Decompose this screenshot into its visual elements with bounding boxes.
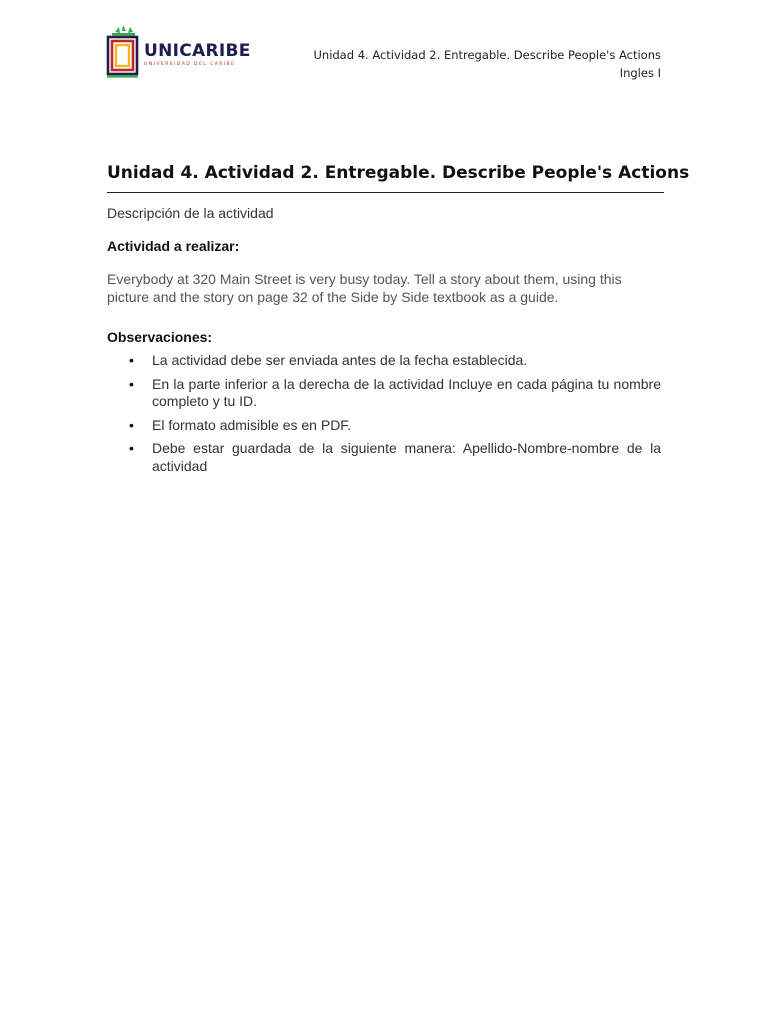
bullet-icon: •: [129, 352, 134, 368]
list-item-text: La actividad debe ser enviada antes de la fecha establecida.: [152, 352, 528, 368]
page-header-info: [313, 46, 661, 82]
observations-heading: Observaciones:: [107, 329, 213, 345]
activity-text: Everybody at 320 Main Street is very busy today. Tell a story about them, using this picture and the story on page 32 of the Side by Side textbook as a guide.: [107, 271, 622, 305]
list-item: [107, 376, 661, 411]
logo-tagline: UNIVERSIDAD DEL CARIBE: [144, 62, 236, 67]
list-item-text: El formato admisible es en PDF.: [152, 416, 352, 433]
activity-heading: Actividad a realizar:: [107, 238, 240, 254]
bullet-icon: •: [129, 440, 134, 456]
document-title: Unidad 4. Actividad 2. Entregable. Describe People's Actions: [107, 163, 690, 183]
list-item: [107, 440, 661, 475]
bullet-icon: •: [129, 375, 134, 392]
list-item-text: Debe estar guardada de la siguiente manera: Apellido-Nombre-nombre de la actividad: [152, 440, 661, 474]
list-item-text: En la parte inferior a la derecha de la actividad Incluye en cada página tu nombre completo y tu ID.: [152, 375, 661, 409]
logo-wordmark: UNICARIBE: [144, 41, 251, 61]
description-label: Descripción de la actividad: [107, 205, 274, 221]
header-course-name: Ingles I: [619, 66, 661, 80]
header-activity-title: Unidad 4. Actividad 2. Entregable. Describe People's Actions: [313, 48, 661, 62]
list-item: [107, 417, 661, 435]
bullet-icon: •: [129, 416, 134, 433]
unicaribe-logo: [106, 25, 251, 79]
list-item: [107, 352, 661, 370]
title-divider: [107, 192, 664, 193]
unicaribe-emblem-icon: [106, 25, 140, 79]
observations-list: [107, 352, 661, 481]
